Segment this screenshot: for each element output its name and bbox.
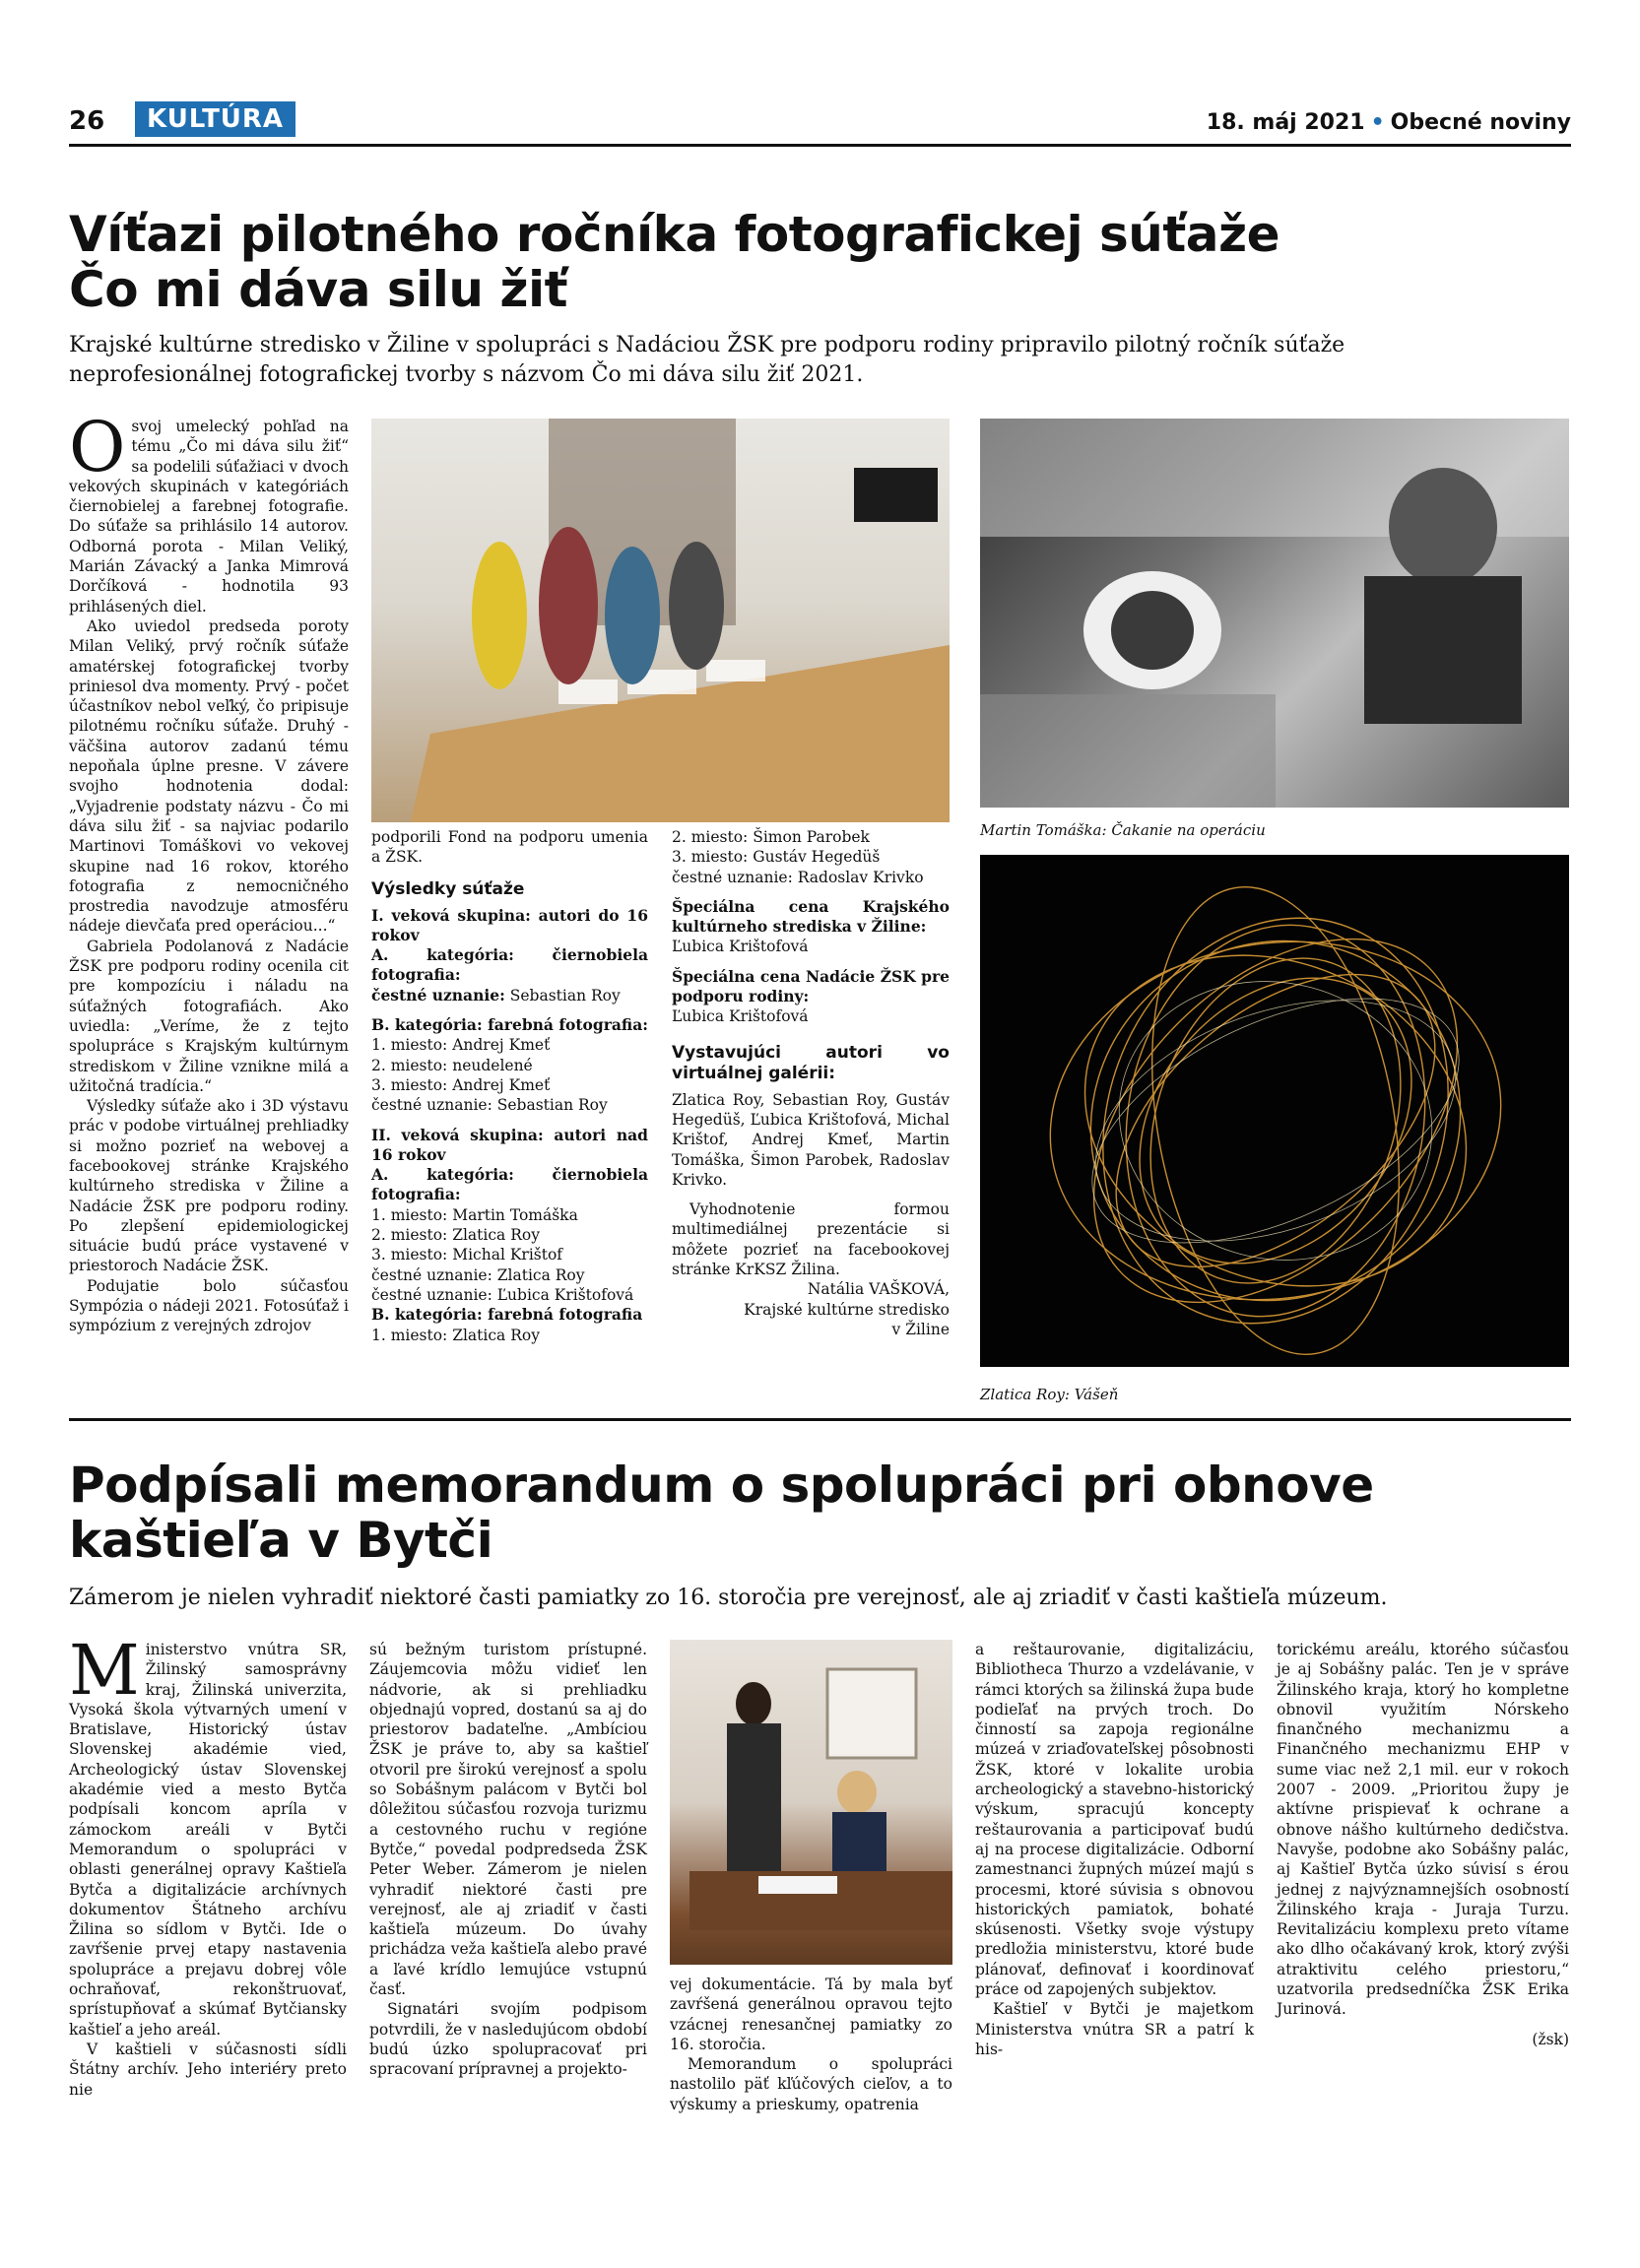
- result-line: 2. miesto: Zlatica Roy: [371, 1226, 540, 1245]
- article1-title-line2: Čo mi dáva silu žiť: [69, 261, 568, 318]
- article2-column-5: [1277, 1640, 1569, 2049]
- paragraph: Ako uviedol predseda poroty Milan Veliký, prvý ročník súťaže amatérskej fotografickej tvorby priniesol dva momenty. Prvý - počet účastníkov nebol veľký, čo pripisuje pilotnému ročníku súťaže. Druhý - väčšina autorov zadanú tému nepoňala úplne presne. V závere svojho hodnotenia dodal: „Vyjadrenie podstaty názvu - Čo mi dáva silu žiť - sa najviac podarilo Martinovi Tomáškovi vo vekovej skupine nad 16 rokov, ktorého fotografia z nemocničného prostredia navodzuje atmosféru nádeje dievčaťa pred operáciou...“: [69, 616, 349, 936]
- paragraph: Gabriela Podolanová z Nadácie ŽSK pre podporu rodiny ocenila cit pre kompozíciu i náladu na súťažných fotografiách. Ako uviedla: „Veríme, že z tejto spolupráce s Krajským kultúrnym strediskom v Žiline vznikne milá a užitočná tradícia.“: [69, 937, 349, 1095]
- result-line: 3. miesto: Michal Krištof: [371, 1246, 563, 1264]
- paragraph: Kaštieľ v Bytči je majetkom Ministerstva vnútra SR a patrí k his-: [975, 2000, 1254, 2058]
- article2-title-line1: Podpísali memorandum o spolupráci pri obnove: [69, 1457, 1374, 1514]
- category-color: B. kategória: farebná fotografia:: [371, 1015, 648, 1035]
- result-line: 3. miesto: Gustáv Hegedüš: [672, 848, 881, 867]
- result-line: čestné uznanie: Ľubica Krištofová: [371, 1285, 634, 1304]
- paragraph: inisterstvo vnútra SR, Žilinský samosprávny kraj, Žilinská univerzita, Vysoká škola výtvarných umení v Bratislave, Historický ústav Slovenskej akadémie vied, Archeologický ústav Slovenskej akadémie vied a mesto Bytča podpísali koncom apríla v zámockom areáli v Bytči Memorandum o spolupráci v oblasti generálnej opravy Kaštieľa Bytča a digitalizácie archívnych dokumentov Štátneho archívu Žilina so sídlom v Bytči. Ide o zavŕšenie prvej etapy nastavenia spolupráce a prejavu dobrej vôle ochraňovať, rekonštruovať, sprístupňovať a skúmať Bytčiansky kaštieľ a jeho areál.: [69, 1641, 347, 2039]
- signature: (žsk): [1532, 2030, 1569, 2048]
- jury-photo-illustration: [371, 419, 950, 822]
- result-line: 1. miesto: Martin Tomáška: [371, 1205, 578, 1224]
- result-line: [371, 986, 648, 1005]
- gallery-heading: Vystavujúci autori vo virtuálnej galérii:: [672, 1042, 950, 1083]
- dropcap: M: [69, 1630, 140, 1711]
- article1-column-2: [371, 827, 648, 1345]
- results-heading: Výsledky súťaže: [371, 878, 525, 899]
- article2-lead: Zámerom je nielen vyhradiť niektoré časti pamiatky zo 16. storočia pre verejnosť, ale aj zriadiť v časti kaštieľa múzeum.: [69, 1586, 1388, 1610]
- issue-info: [1207, 110, 1571, 135]
- author-org: Krajské kultúrne stredisko: [744, 1300, 950, 1319]
- article2-column-1: [69, 1630, 347, 2100]
- article1-title-line1: Víťazi pilotného ročníka fotografickej súťaže: [69, 206, 1280, 263]
- result-line: čestné uznanie: Radoslav Krivko: [672, 868, 924, 886]
- paragraph: svoj umelecký pohľad na tému „Čo mi dáva silu žiť“ sa podelili súťažiaci v dvoch vekových skupinách v kategóriách čiernobielej a farebnej fotografie. Do súťaže sa prihlásilo 14 autorov. Odborná porota - Milan Veliký, Marián Závacký a Janka Mimrová Dorčíková - hodnotila 93 prihlásených diel.: [69, 418, 349, 616]
- dropcap: O: [69, 407, 126, 487]
- category-color: B. kategória: farebná fotografia: [371, 1305, 643, 1325]
- author-org: v Žiline: [891, 1320, 950, 1338]
- page-number: 26: [69, 106, 105, 136]
- signing-photo: [670, 1640, 952, 1965]
- paragraph: Podujatie bolo súčasťou Sympózia o nádeji 2021. Fotosúťaž i sympózium z verejných zdrojov: [69, 1276, 349, 1335]
- result-line: 3. miesto: Andrej Kmeť: [371, 1075, 551, 1094]
- gallery-authors: Zlatica Roy, Sebastian Roy, Gustáv Hegedüš, Ľubica Krištofová, Michal Krištof, Andrej Kmeť, Martin Tomáška, Šimon Parobek, Radoslav Krivko.: [672, 1090, 950, 1189]
- paragraph: vej dokumentácie. Tá by mala byť zavŕšená generálnou opravou tejto vzácnej renesančnej pamiatky zo 16. storočia.: [670, 1976, 952, 2053]
- special-award-1-winner: Ľubica Krištofová: [672, 938, 809, 956]
- article1-column-1: [69, 407, 349, 1336]
- hospital-photo: [980, 419, 1569, 808]
- paragraph: a reštaurovanie, digitalizáciu, Bibliotheca Thurzo a vzdelávanie, v rámci ktorých sa žilinská župa bude podieľať na prvých troch. Do činností sa zapoja regionálne múzeá v zriaďovateľskej pôsobnosti ŽSK, ktoré v lokalite urobia archeologický a stavebno-historický výskum, spracujú koncepty reštaurovania a participovať budú aj na procese digitalizácie. Odborní zamestnanci župných múzeí majú s procesmi, ktoré súvisia s obnovou historických pamiatok, bohaté skúsenosti. Všetky svoje výstupy predložia ministerstvu, ktoré bude plánovať, definovať i koordinovať práce od zapojených subjektov.: [975, 1641, 1254, 1999]
- result-line: 1. miesto: Andrej Kmeť: [371, 1036, 551, 1055]
- publication-name: Obecné noviny: [1390, 110, 1571, 135]
- article2-column-3: [670, 1975, 952, 2114]
- result-line: čestné uznanie: Zlatica Roy: [371, 1265, 585, 1284]
- paragraph: Výsledky súťaže ako i 3D výstavu prác v podobe virtuálnej prehliadky si možno pozrieť na webovej a facebookovej stránke Krajského kultúrneho strediska v Žiline a Nadácie ŽSK pre podporu rodiny. Po zlepšení epidemiologickej situácie budú práce vystavené v priestoroch Nadácie ŽSK.: [69, 1097, 349, 1275]
- article2-column-2: [369, 1640, 647, 2080]
- paragraph: V kaštieli v súčasnosti sídli Štátny archív. Jeho interiéry preto nie: [69, 2040, 347, 2099]
- light-painting-illustration: [980, 855, 1569, 1367]
- header-rule: [69, 144, 1571, 147]
- article2-title: [69, 1458, 1571, 1568]
- result-value: Sebastian Roy: [504, 986, 621, 1004]
- result-label: čestné uznanie:: [371, 985, 505, 1004]
- caption-1: Martin Tomáška: Čakanie na operáciu: [980, 821, 1266, 839]
- category-bw: A. kategória: čiernobiela fotografia:: [371, 1165, 648, 1204]
- article1-title: [69, 207, 1571, 317]
- paragraph: podporili Fond na podporu umenia a ŽSK.: [371, 828, 648, 867]
- paragraph: Vyhodnotenie formou multimediálnej prezentácie si môžete pozrieť na facebookovej stránke KrKSZ Žilina.: [672, 1200, 950, 1279]
- hospital-photo-illustration: [980, 419, 1569, 808]
- special-award-2-title: Špeciálna cena Nadácie ŽSK pre podporu rodiny:: [672, 966, 950, 1006]
- age-group-1: I. veková skupina: autori do 16 rokov: [371, 905, 648, 944]
- special-award-2-winner: Ľubica Krištofová: [672, 1007, 809, 1026]
- paragraph: torickému areálu, ktorého súčasťou je aj Sobášny palác. Ten je v správe Žilinského kraja, ktorý ho kompletne obnovil využitím Nórskeho finančného mechanizmu a Finančného mechanizmu EHP v sume viac než 2,1 mil. eur v rokoch 2007 - 2009. „Prioritou župy je aktívne prispievať k ochrane a obnove nášho kultúrneho dedičstva. Navyše, podobne ako Sobášny palác, aj Kaštieľ Bytča úzko súvisí s érou jednej z najvýznamnejších osobností Žilinského kraja - Juraja Turzu. Revitalizáciu komplexu preto vítame ako dlho očakávaný krok, ktorý zvýši atraktivitu celého priestoru,“ uzatvorila predsedníčka ŽSK Erika Jurinová.: [1277, 1641, 1569, 2019]
- result-line: čestné uznanie: Sebastian Roy: [371, 1096, 608, 1115]
- age-group-2: II. veková skupina: autori nad 16 rokov: [371, 1125, 648, 1164]
- paragraph: Memorandum o spolupráci nastolilo päť kľúčových cieľov, a to výskumy a prieskumy, opatrenia: [670, 2055, 952, 2113]
- bullet-separator: •: [1370, 110, 1385, 135]
- jury-photo: [371, 419, 950, 822]
- signing-photo-illustration: [670, 1640, 952, 1965]
- author-name: Natália VAŠKOVÁ,: [807, 1280, 950, 1299]
- paragraph: sú bežným turistom prístupné. Záujemcovia môžu vidieť len nádvorie, ak si prehliadku objednajú vopred, dostanú sa aj do priestorov badateľne. „Ambíciou ŽSK je práve to, aby sa kaštieľ otvoril pre širokú verejnosť a spolu so Sobášnym palácom v Bytči bol dôležitou súčasťou rozvoja turizmu a cestovného ruchu v regióne Bytče,“ povedal podpredseda ŽSK Peter Weber. Zámerom je nielen vyhradiť niektoré časti pre verejnosť, ale aj zriadiť v časti kaštieľa múzeum. Do úvahy prichádza veža kaštieľa alebo pravé a ľavé krídlo lemujúce vstupnú časť.: [369, 1641, 647, 1999]
- article1-lead-line2: neprofesionálnej fotografickej tvorby s názvom Čo mi dáva silu žiť 2021.: [69, 362, 864, 387]
- paragraph: Signatári svojím podpisom potvrdili, že v nasledujúcom období budú úzko spolupracovať pri spracovaní prípravnej a projekto-: [369, 2000, 647, 2079]
- category-bw: A. kategória: čiernobiela fotografia:: [371, 945, 648, 985]
- article1-lead-line1: Krajské kultúrne stredisko v Žiline v spolupráci s Nadáciou ŽSK pre podporu rodiny pripravilo pilotný ročník súťaže: [69, 333, 1345, 357]
- issue-date: 18. máj 2021: [1206, 110, 1365, 135]
- result-line: 1. miesto: Zlatica Roy: [371, 1326, 540, 1344]
- article2-column-4: [975, 1640, 1254, 2059]
- light-painting-photo: [980, 855, 1569, 1367]
- article2-title-line2: kaštieľa v Bytči: [69, 1512, 493, 1569]
- section-divider: [69, 1418, 1571, 1421]
- section-label: KULTÚRA: [135, 101, 295, 137]
- special-award-1-title: Špeciálna cena Krajského kultúrneho strediska v Žiline:: [672, 896, 950, 937]
- article1-lead: [69, 331, 1571, 390]
- article1-column-3: [672, 827, 950, 1339]
- result-line: 2. miesto: neudelené: [371, 1056, 533, 1074]
- result-line: 2. miesto: Šimon Parobek: [672, 828, 870, 846]
- caption-2: Zlatica Roy: Vášeň: [980, 1386, 1119, 1403]
